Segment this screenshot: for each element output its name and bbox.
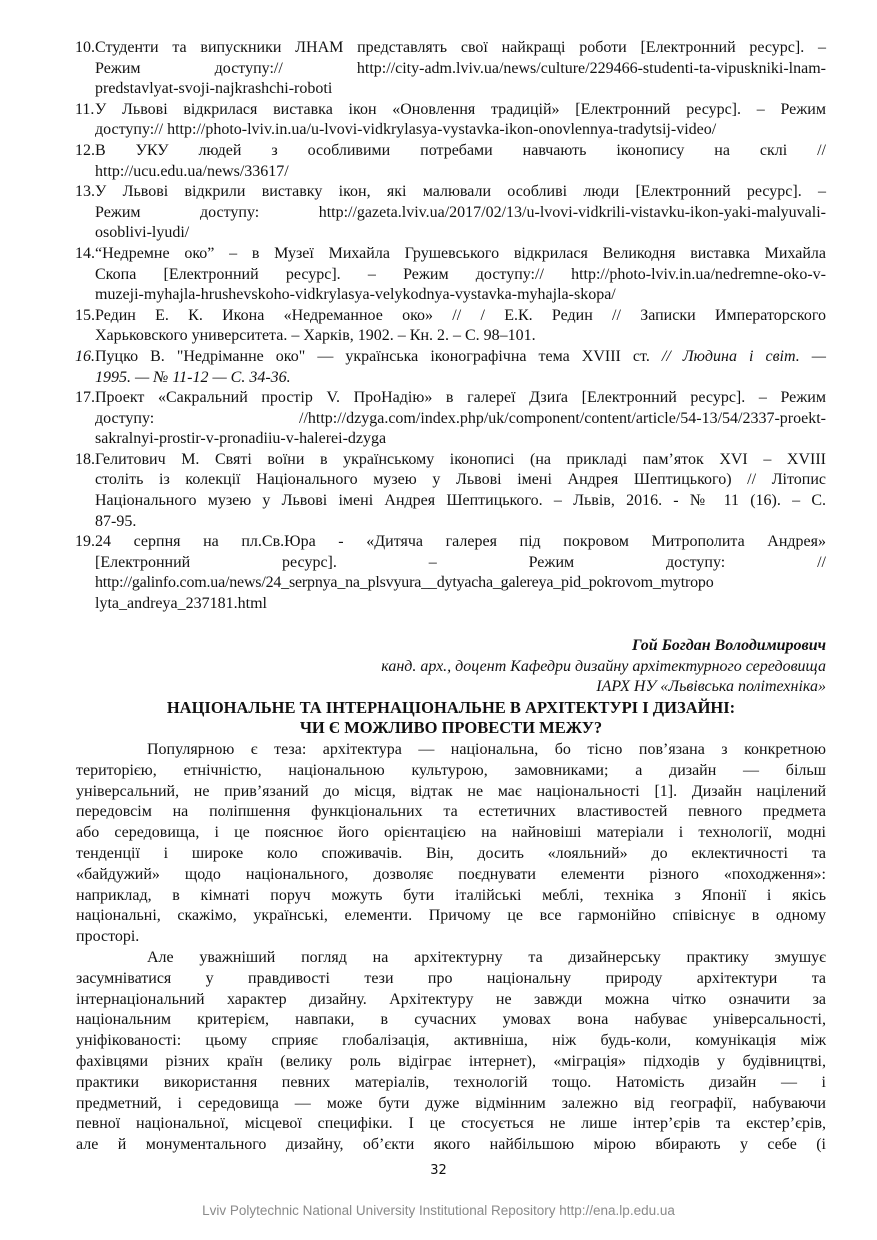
reference-line: http://galinfo.com.ua/news/24_serpnya_na_plsvyura__dytyacha_galereya_pid_pokrovom_mytropo bbox=[95, 574, 714, 592]
reference-number: 16. bbox=[75, 347, 95, 365]
reference-line: sakralnyi-prostir-v-pronadiiu-v-halerei-dzyga bbox=[95, 430, 387, 448]
reference-line: століть із колекції Національного музею у Львові імені Андрея Шептицького) // Літопис bbox=[95, 471, 826, 489]
paragraph-line: певної національної, місцевої специфіки. І це стосується не лише інтер’єрів та екстер’єрів, bbox=[76, 1115, 826, 1133]
reference-number: 11. bbox=[75, 100, 95, 118]
reference-item-11 bbox=[76, 100, 826, 141]
reference-item-14 bbox=[76, 244, 826, 306]
reference-number: 18. bbox=[75, 450, 95, 468]
reference-text: Пуцко В. "Недріманне око" — українська іконографічна тема XVIII ст. bbox=[95, 347, 662, 365]
paragraph-line: предметний, і середовища — може бути дуже відмінним залежно від географії, набуваючи bbox=[76, 1094, 826, 1112]
paragraph-2 bbox=[76, 948, 826, 1156]
reference-item-15 bbox=[76, 306, 826, 347]
reference-line: [Електронний ресурс]. – Режим доступу: // bbox=[95, 553, 826, 571]
reference-line: “Недремне око” – в Музеї Михайла Грушевського відкрилася Великодня виставка Михайла bbox=[95, 244, 826, 262]
paragraph-line: інтернаціональний характер дизайну. Архітектуру не завжди можна чітко означити за bbox=[76, 990, 826, 1008]
paragraph-line: національним критерієм, навпаки, в сучасних умовах вона набуває універсальності, bbox=[76, 1011, 826, 1029]
reference-number: 13. bbox=[75, 183, 95, 201]
paragraph-line: фахівцями різних країн (велику роль відіграє інтернет), «міграція» підходів у будівництві, bbox=[76, 1052, 826, 1070]
reference-line: Харьковского университета. – Харків, 1902. – Кн. 2. – С. 98–101. bbox=[95, 327, 536, 345]
reference-line: Національного музею у Львові імені Андрея Шептицького. – Львів, 2016. - № 11 (16). – С. bbox=[95, 492, 826, 510]
reference-line: доступу: //http://dzyga.com/index.php/uk/component/content/article/54-13/54/2337-proekt- bbox=[95, 409, 826, 427]
reference-line: 87-95. bbox=[95, 512, 137, 530]
reference-line: Проект «Сакральний простір V. ПроНадію» в галереї Дзиґа [Електронний ресурс]. – Режим bbox=[95, 389, 826, 407]
author-name: Гой Богдан Володимирович bbox=[631, 637, 826, 654]
article-body bbox=[76, 740, 826, 1156]
reference-line: Режим доступу:// http://city-adm.lviv.ua/news/culture/229466-studenti-ta-vipuskniki-lnam- bbox=[95, 59, 826, 77]
paragraph-line: універсальний, не прив’язаний до місця, відтак не має національності [1]. Дизайн націлений bbox=[76, 782, 826, 800]
page-number: 32 bbox=[430, 1163, 447, 1178]
paragraph-line: передовсім на поліпшення функціональних та естетичних властивостей певного предмета bbox=[76, 803, 826, 821]
reference-line: Гелитович М. Святі воїни в українському іконописі (на прикладі пам’яток XVI – XVIII bbox=[95, 450, 826, 468]
reference-number: 17. bbox=[75, 389, 95, 407]
article-title-line: ЧИ Є МОЖЛИВО ПРОВЕСТИ МЕЖУ? bbox=[299, 718, 603, 737]
reference-number: 15. bbox=[75, 306, 95, 324]
reference-line: osoblivi-lyudi/ bbox=[95, 224, 190, 242]
reference-number: 19. bbox=[75, 533, 95, 551]
article-title-line: НАЦІОНАЛЬНЕ ТА ІНТЕРНАЦІОНАЛЬНЕ В АРХІТЕКТУРІ І ДИЗАЙНІ: bbox=[166, 698, 736, 717]
repository-footer: Lviv Polytechnic National University Institutional Repository http://ena.lp.edu.ua bbox=[202, 1203, 675, 1218]
reference-line bbox=[95, 347, 826, 368]
paragraph-line: уніфікованості: цьому сприяє глобалізація, активніша, ніж будь-коли, комунікація між bbox=[76, 1032, 826, 1050]
reference-item-16 bbox=[76, 347, 826, 388]
paragraph-line: або середовища, і це пояснює його орієнтацією на найновіші матеріали і технології, модні bbox=[76, 824, 826, 842]
paragraph-line: Але уважніший погляд на архітектурну та дизайнерську практику змушує bbox=[147, 948, 826, 966]
reference-line: lyta_andreya_237181.html bbox=[95, 595, 267, 613]
reference-item-10 bbox=[76, 38, 826, 100]
paragraph-line: просторі. bbox=[76, 928, 140, 946]
reference-source-italic: // Людина і світ. — bbox=[661, 347, 827, 365]
author-institution: ІАРХ НУ «Львівська політехніка» bbox=[596, 678, 826, 695]
reference-line: http://ucu.edu.ua/news/33617/ bbox=[95, 162, 289, 180]
reference-item-12 bbox=[76, 141, 826, 182]
reference-line: Режим доступу: http://gazeta.lviv.ua/2017/02/13/u-lvovi-vidkrili-vistavku-ikon-yaki-malyuvali- bbox=[95, 203, 826, 221]
paragraph-line: територією, етнічністю, національною культурою, замовниками; а дизайн — більш bbox=[76, 761, 826, 779]
reference-item-13 bbox=[76, 182, 826, 244]
reference-number: 14. bbox=[75, 244, 95, 262]
reference-number: 12. bbox=[75, 141, 95, 159]
paragraph-1 bbox=[76, 740, 826, 948]
article-title bbox=[76, 698, 826, 738]
paragraph-line: практики використання певних матеріалів, технологій тощо. Натомість дизайн — і bbox=[76, 1073, 826, 1091]
reference-item-17 bbox=[76, 388, 826, 450]
paragraph-line: наприклад, в кімнаті поруч можуть бути італійські меблі, техніка з Японії і якісь bbox=[76, 886, 826, 904]
reference-number: 10. bbox=[75, 39, 95, 56]
reference-line: 24 серпня на пл.Св.Юра - «Дитяча галерея під покровом Митрополита Андрея» bbox=[95, 533, 826, 551]
paragraph-line: національні, скажімо, українські, елементи. Причому це все гармонійно співіснує в одному bbox=[76, 907, 826, 925]
paragraph-line: Популярною є теза: архітектура — національна, бо тісно пов’язана з конкретною bbox=[147, 741, 826, 758]
reference-item-19 bbox=[76, 532, 826, 614]
reference-line: muzeji-myhajla-hrushevskoho-vidkrylasya-velykodnya-vystavka-myhajla-skopa/ bbox=[95, 286, 616, 304]
paragraph-line: засумніватися у правдивості тези про національну природу архітектури та bbox=[76, 969, 826, 987]
reference-item-18 bbox=[76, 450, 826, 532]
reference-line: Скопа [Електронний ресурс]. – Режим доступу:// http://photo-lviv.in.ua/nedremne-oko-v- bbox=[95, 265, 826, 283]
paragraph-line: тенденції і широке коло споживачів. Він, досить «лояльний» до еклектичності та bbox=[76, 844, 826, 862]
reference-line: 1995. — № 11-12 — С. 34-36. bbox=[95, 368, 291, 386]
paragraph-line: «байдужий» щодо національного, дозволяє поєднувати елементи різного «походження»: bbox=[76, 865, 826, 883]
reference-line: В УКУ людей з особливими потребами навчають іконопису на склі // bbox=[95, 141, 826, 159]
reference-line: predstavlyat-svoji-najkrashchi-roboti bbox=[95, 80, 333, 98]
reference-line: У Львові відкрили виставку ікон, які малювали особливі люди [Електронний ресурс]. – bbox=[95, 183, 826, 201]
author-block bbox=[381, 636, 826, 698]
reference-list bbox=[76, 38, 826, 615]
reference-line: доступу:// http://photo-lviv.in.ua/u-lvovi-vidkrylasya-vystavka-ikon-onovlennya-tradytsij-video/ bbox=[95, 121, 717, 139]
author-role: канд. арх., доцент Кафедри дизайну архітектурного середовища bbox=[381, 657, 826, 675]
reference-line: У Львові відкрилася виставка ікон «Оновлення традицій» [Електронний ресурс]. – Режим bbox=[95, 100, 826, 118]
reference-line: Студенти та випускники ЛНАМ представлять свої найкращі роботи [Електронний ресурс]. – bbox=[95, 39, 826, 56]
reference-line: Редин Е. К. Икона «Недреманное око» // / Е.К. Редин // Записки Императорского bbox=[95, 306, 826, 324]
paragraph-line: але й монументального дизайну, об’єкти якого найбільшою мірою вбирають у себе (і bbox=[76, 1136, 826, 1154]
